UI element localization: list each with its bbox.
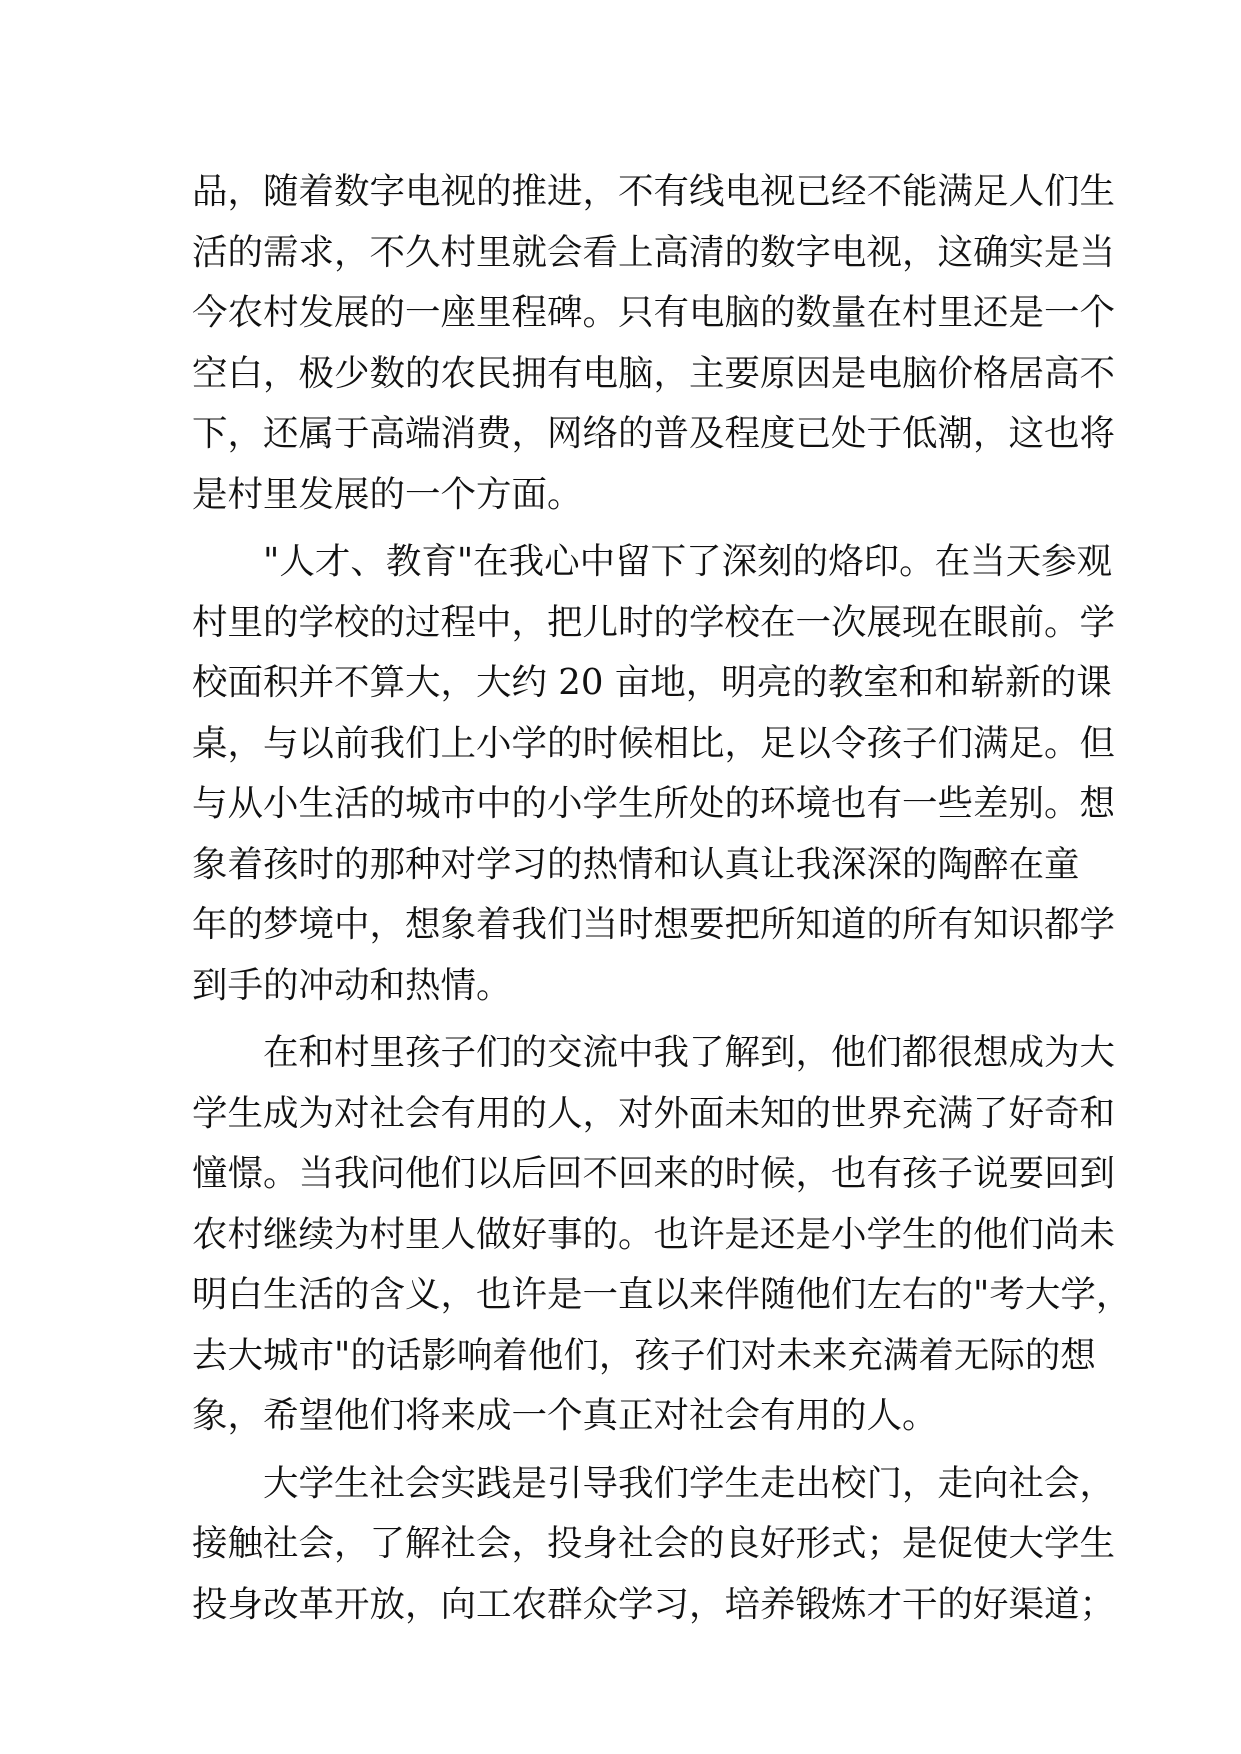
text-line: 品，随着数字电视的推进，不有线电视已经不能满足人们生 xyxy=(192,171,1116,212)
text-line: 到手的冲动和热情。 xyxy=(192,964,512,1006)
text-line: 接触社会，了解社会，投身社会的良好形式；是促使大学生 xyxy=(192,1523,1116,1564)
text-line: 象着孩时的那种对学习的热情和认真让我深深的陶醉在童 xyxy=(192,843,1080,885)
text-line: 投身改革开放，向工农群众学习，培养锻炼才干的好渠道； xyxy=(192,1583,1116,1625)
text-line: 校面积并不算大，大约 20 亩地，明亮的教室和和崭新的课 xyxy=(192,662,1112,703)
text-line: 明白生活的含义，也许是一直以来伴随他们左右的"考大学， xyxy=(192,1274,1132,1315)
text-line: 是村里发展的一个方面。 xyxy=(192,473,583,515)
text-line: 与从小生活的城市中的小学生所处的环境也有一些差别。想 xyxy=(192,783,1116,824)
text-line: 象，希望他们将来成一个真正对社会有用的人。 xyxy=(192,1395,938,1436)
text-line: 今农村发展的一座里程碑。只有电脑的数量在村里还是一个 xyxy=(192,292,1116,333)
body-text xyxy=(192,162,1132,1635)
text-line: 村里的学校的过程中，把儿时的学校在一次展现在眼前。学 xyxy=(192,601,1116,643)
text-line: 农村继续为村里人做好事的。也许是还是小学生的他们尚未 xyxy=(192,1213,1116,1255)
text-line: 学生成为对社会有用的人，对外面未知的世界充满了好奇和 xyxy=(192,1092,1116,1134)
paragraph-2 xyxy=(192,532,1116,1016)
text-line: 大学生社会实践是引导我们学生走出校门，走向社会， xyxy=(192,1462,1116,1504)
text-line: 去大城市"的话影响着他们，孩子们对未来充满着无际的想 xyxy=(192,1334,1096,1376)
paragraph-spacer xyxy=(192,1016,1052,1023)
paragraph-1 xyxy=(192,162,1116,525)
paragraph-4 xyxy=(192,1454,1116,1636)
text-line: 憧憬。当我问他们以后回不回来的时候，也有孩子说要回到 xyxy=(192,1153,1116,1194)
paragraph-spacer xyxy=(192,1447,1052,1454)
paragraph-spacer xyxy=(192,525,1052,532)
text-line: 在和村里孩子们的交流中我了解到，他们都很想成为大 xyxy=(192,1032,1116,1073)
text-line: 空白，极少数的农民拥有电脑，主要原因是电脑价格居高不 xyxy=(192,352,1116,394)
text-line: "人才、教育"在我心中留下了深刻的烙印。在当天参观 xyxy=(192,541,1113,582)
text-line: 年的梦境中，想象着我们当时想要把所知道的所有知识都学 xyxy=(192,904,1116,945)
text-line: 下，还属于高端消费，网络的普及程度已处于低潮，这也将 xyxy=(192,413,1116,454)
paragraph-3 xyxy=(192,1023,1132,1447)
text-line: 桌，与以前我们上小学的时候相比，足以令孩子们满足。但 xyxy=(192,722,1116,764)
text-line: 活的需求，不久村里就会看上高清的数字电视，这确实是当 xyxy=(192,231,1116,273)
